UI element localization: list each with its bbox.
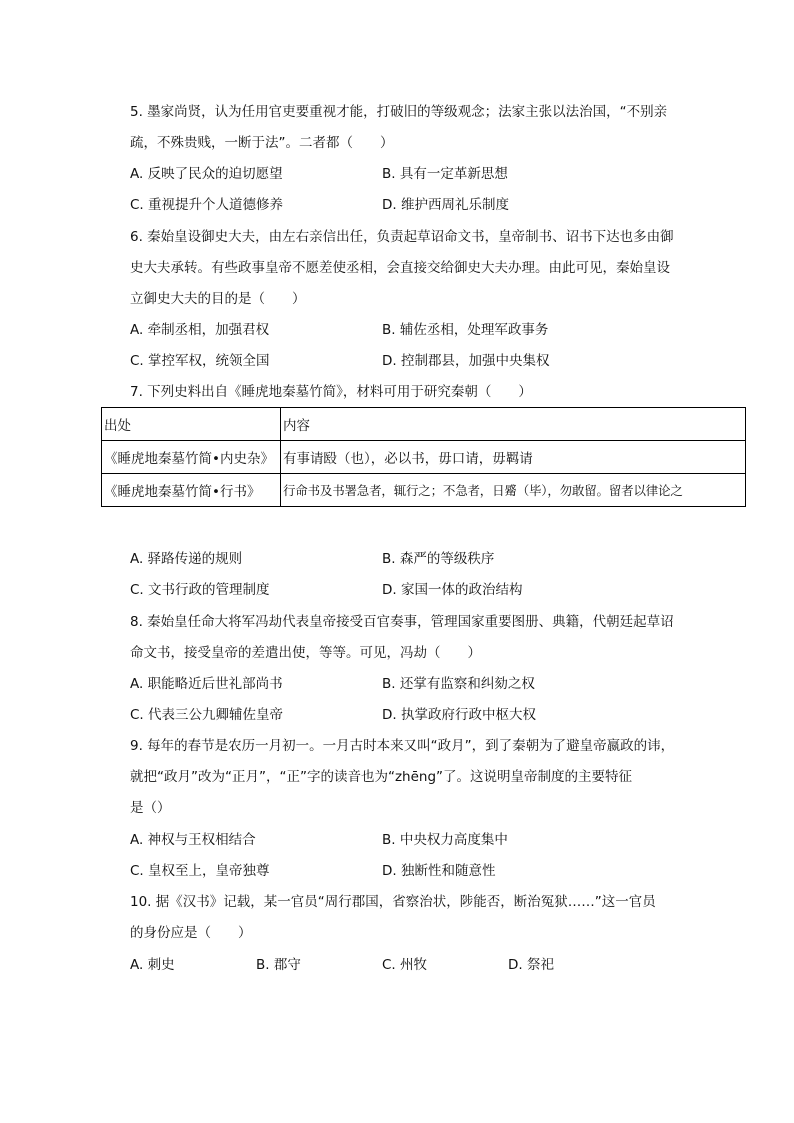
q9-option-c: C. 皇权至上，皇帝独尊 (130, 863, 270, 879)
q8-stem-line-1: 8. 秦始皇任命大将军冯劫代表皇帝接受百官奏事，管理国家重要图册、典籍，代朝廷起草诏 (130, 614, 674, 630)
q8-option-c: C. 代表三公九卿辅佐皇帝 (130, 707, 284, 723)
q7-source-table (101, 407, 746, 507)
q8-stem-line-2: 命文书，接受皇帝的差遣出使，等等。可见，冯劫（ ） (130, 645, 481, 661)
q9-stem-line-2: 就把“政月”改为“正月”，“正”字的读音也为“zhēng”了。这说明皇帝制度的主要特征 (130, 769, 633, 785)
q10-stem-line-2: 的身份应是（ ） (130, 925, 252, 941)
q10-option-c: C. 州牧 (382, 957, 428, 973)
q8-option-d: D. 执掌政府行政中枢大权 (382, 707, 536, 723)
q5-option-c: C. 重视提升个人道德修养 (130, 197, 284, 213)
q10-option-b: B. 郡守 (256, 957, 301, 973)
q10-stem-line-1: 10. 据《汉书》记载，某一官员“周行郡国，省察治状，陟能否，断治冤狱……”这一官员 (130, 894, 656, 910)
q10-option-d: D. 祭祀 (508, 957, 554, 973)
q5-stem-line-2: 疏，不殊贵贱，一断于法”。二者都（ ） (130, 135, 394, 151)
table-header-row (102, 408, 746, 441)
q8-option-a: A. 职能略近后世礼部尚书 (130, 676, 283, 692)
q7-option-a: A. 驿路传递的规则 (130, 551, 243, 567)
table-cell-source: 《睡虎地秦墓竹简•行书》 (102, 474, 281, 507)
table-row (102, 474, 746, 507)
table-cell-source: 《睡虎地秦墓竹简•内史杂》 (102, 441, 281, 474)
q8-option-b: B. 还掌有监察和纠劾之权 (382, 676, 535, 692)
table-header-content: 内容 (281, 408, 746, 441)
q9-option-a: A. 神权与王权相结合 (130, 832, 256, 848)
q5-option-b: B. 具有一定革新思想 (382, 166, 508, 182)
q9-stem-line-3: 是（） (130, 800, 171, 816)
table-header-source: 出处 (102, 408, 281, 441)
q7-stem: 7. 下列史料出自《睡虎地秦墓竹简》，材料可用于研究秦朝（ ） (130, 384, 532, 400)
q6-option-d: D. 控制郡县，加强中央集权 (382, 353, 550, 369)
q5-stem-line-1: 5. 墨家尚贤，认为任用官吏要重视才能，打破旧的等级观念；法家主张以法治国，“不别亲 (130, 104, 668, 120)
q6-option-a: A. 牵制丞相，加强君权 (130, 322, 270, 338)
table-row (102, 441, 746, 474)
q5-option-d: D. 维护西周礼乐制度 (382, 197, 509, 213)
q9-option-d: D. 独断性和随意性 (382, 863, 496, 879)
q7-option-c: C. 文书行政的管理制度 (130, 582, 270, 598)
q6-option-c: C. 掌控军权，统领全国 (130, 353, 270, 369)
q6-option-b: B. 辅佐丞相，处理军政事务 (382, 322, 549, 338)
q6-stem-line-3: 立御史大夫的目的是（ ） (130, 291, 306, 307)
q10-option-a: A. 刺史 (130, 957, 175, 973)
table-cell-content: 行命书及书署急者，辄行之；不急者，日觱（毕），勿敢留。留者以律论之 (281, 474, 746, 507)
table-cell-content: 有事请殹（也），必以书，毋口请，毋羁请 (281, 441, 746, 474)
q6-stem-line-1: 6. 秦始皇设御史大夫，由左右亲信出任，负责起草诏命文书，皇帝制书、诏书下达也多由御 (130, 229, 674, 245)
q5-option-a: A. 反映了民众的迫切愿望 (130, 166, 283, 182)
q7-option-d: D. 家国一体的政治结构 (382, 582, 523, 598)
q6-stem-line-2: 史大夫承转。有些政事皇帝不愿差使丞相，会直接交给御史大夫办理。由此可见，秦始皇设 (130, 260, 670, 276)
q9-option-b: B. 中央权力高度集中 (382, 832, 508, 848)
q7-option-b: B. 森严的等级秩序 (382, 551, 495, 567)
q9-stem-line-1: 9. 每年的春节是农历一月初一。一月古时本来又叫“政月”，到了秦朝为了避皇帝嬴政的讳， (130, 738, 675, 754)
